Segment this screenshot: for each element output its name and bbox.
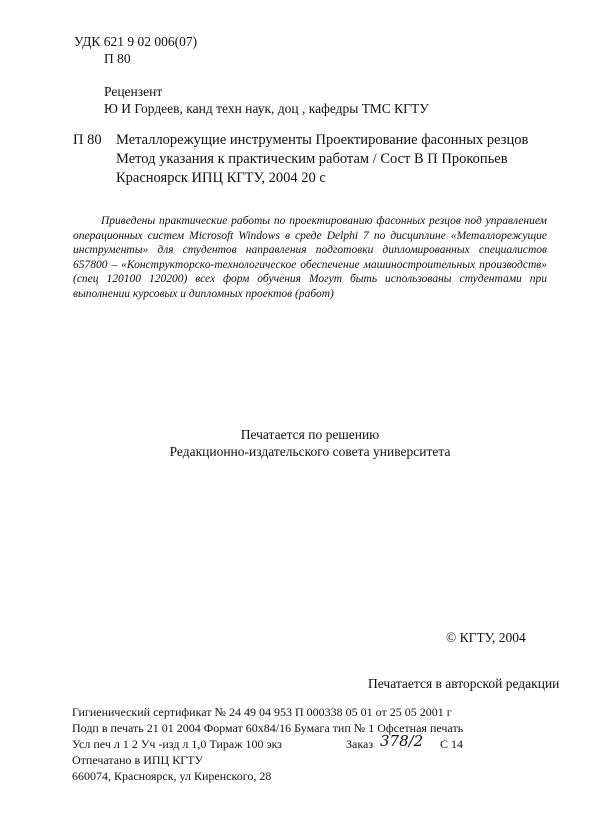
author-sign-code: П 80 [104,51,131,66]
author-edition-note: Печатается в авторской редакции [368,676,560,691]
imprint-order-label: Заказ [346,737,374,751]
biblio-line-3: Красноярск ИПЦ КГТУ, 2004 20 с [116,170,326,186]
imprint-order-suffix: С 14 [440,737,464,751]
print-decision-line-1: Печатается по решению [240,427,380,442]
imprint-address: 660074, Красноярск, ул Киренского, 28 [72,769,272,783]
annotation-paragraph: Приведены практические работы по проектированию фасонных резцов под управлением операционных систем Microsoft Windows в среде Delphi 7 по дисциплине «Металлорежущие инструменты» для студентов направления подготовки дипломированных специалистов 657800 – «Конструкторско-технологическое обеспечение машиностроительных производств» (спец 120100 120200) всех форм обучения Могут быть использованы студентами при выполнении курсовых и дипломных проектов (работ) [73,215,547,300]
biblio-line-1: Металлорежущие инструменты Проектирование фасонных резцов [116,132,529,148]
imprint-order-number-handwritten: 378/2 [380,732,424,750]
imprint-print-details: Подп в печать 21 01 2004 Формат 60х84/16 Бумага тип № 1 Офсетная печать [72,721,464,735]
udk-code: УДК 621 9 02 006(07) [74,34,198,49]
imprint-hygiene-certificate: Гигиенический сертификат № 24 49 04 953 П 000338 05 01 от 25 05 2001 г [72,705,452,719]
imprint-printed-at: Отпечатано в ИПЦ КГТУ [72,753,203,767]
copyright: © КГТУ, 2004 [446,630,526,645]
reviewer-label: Рецензент [104,84,163,99]
biblio-line-2: Метод указания к практическим работам / Сост В П Прокопьев [116,151,508,167]
reviewer-name: Ю И Гордеев, канд техн наук, доц , кафедры ТМС КГТУ [104,101,429,116]
imprint-volume-run: Усл печ л 1 2 Уч -изд л 1,0 Тираж 100 экз [72,737,283,751]
print-decision-line-2: Редакционно-издательского совета университета [169,444,451,459]
biblio-index: П 80 [73,132,102,148]
